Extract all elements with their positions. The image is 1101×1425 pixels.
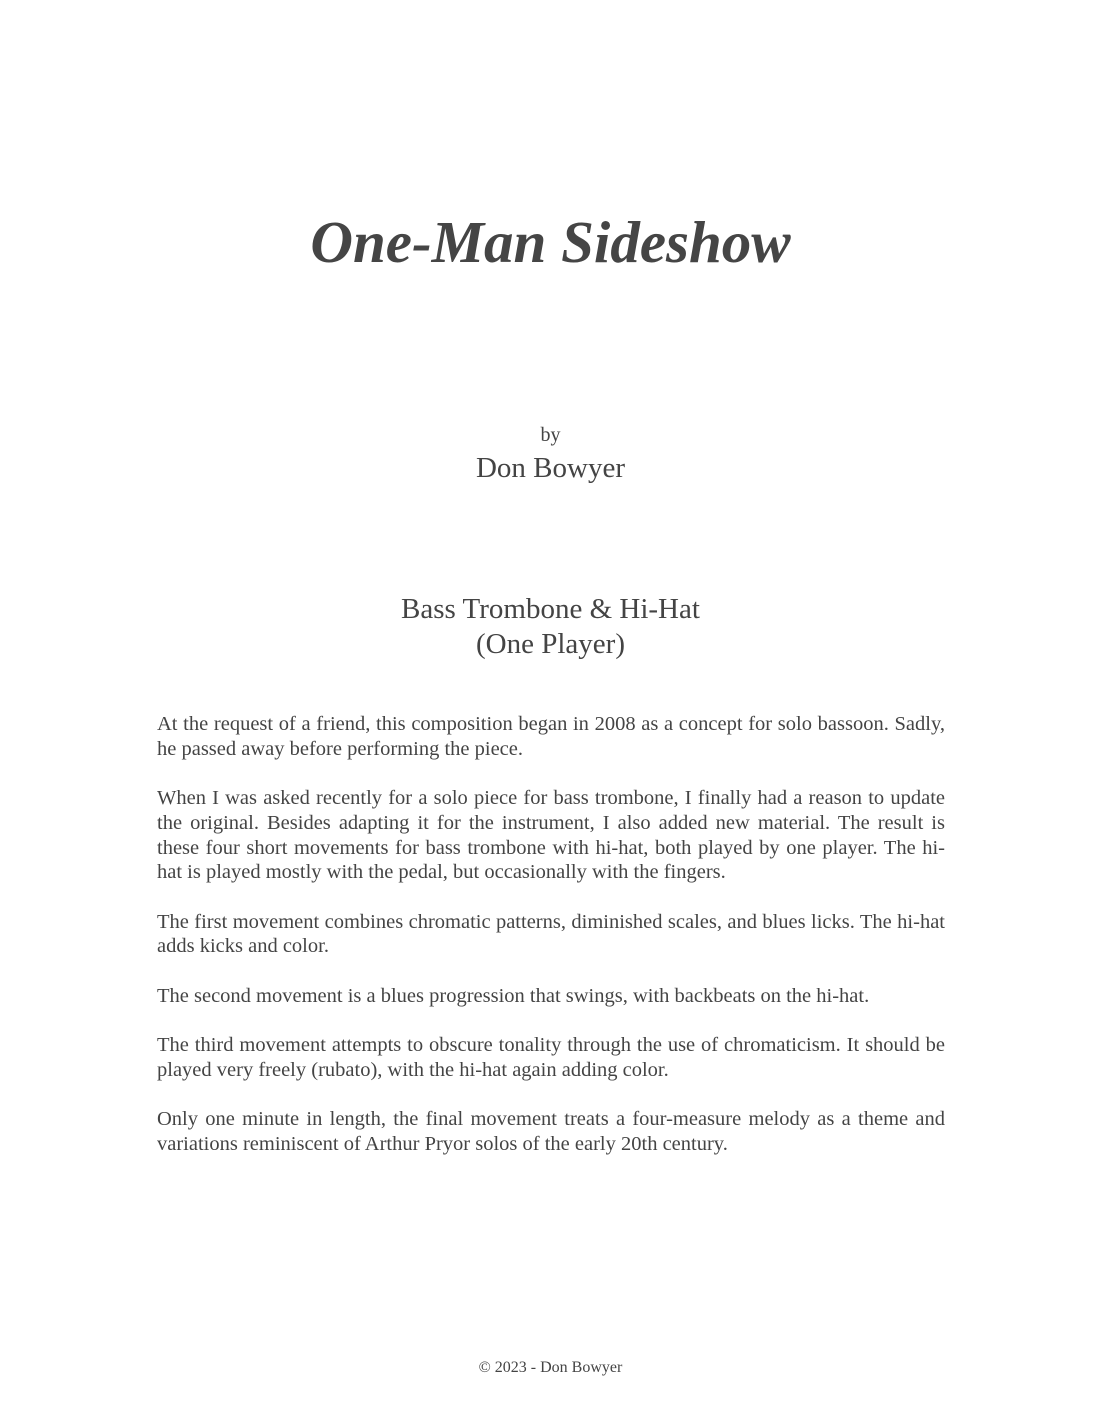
instrumentation-line: Bass Trombone & Hi-Hat [401, 593, 700, 625]
byline-by: by [540, 424, 561, 446]
instrumentation-line: (One Player) [476, 628, 625, 660]
composer-name: Don Bowyer [475, 452, 625, 484]
notes-paragraph: The second movement is a blues progression that swings, with backbeats on the hi-hat. [157, 984, 870, 1007]
page-title: One-Man Sideshow [310, 209, 791, 275]
notes-paragraph: When I was asked recently for a solo piece for bass trombone, I finally had a reason to update the original. Besides adapting it for the instrument, I also added new material. The result is these four short movements for bass trombone with hi-hat, both played by one player. The hi-hat is played mostly with the pedal, but occasionally with the fingers. [157, 787, 945, 884]
copyright-notice: © 2023 - Don Bowyer [478, 1359, 623, 1376]
instrumentation [0, 592, 1101, 662]
notes-paragraph: The third movement attempts to obscure tonality through the use of chromaticism. It should be played very freely (rubato), with the hi-hat again adding color. [157, 1034, 945, 1081]
notes-paragraph: The first movement combines chromatic patterns, diminished scales, and blues licks. The hi-hat adds kicks and color. [157, 910, 945, 958]
notes-paragraph: Only one minute in length, the final movement treats a four-measure melody as a theme and variations reminiscent of Arthur Pryor solos of the early 20th century. [157, 1108, 945, 1155]
notes-paragraph: At the request of a friend, this composition began in 2008 as a concept for solo bassoon. Sadly, he passed away before performing the piece. [157, 713, 945, 760]
program-notes [157, 712, 945, 1181]
